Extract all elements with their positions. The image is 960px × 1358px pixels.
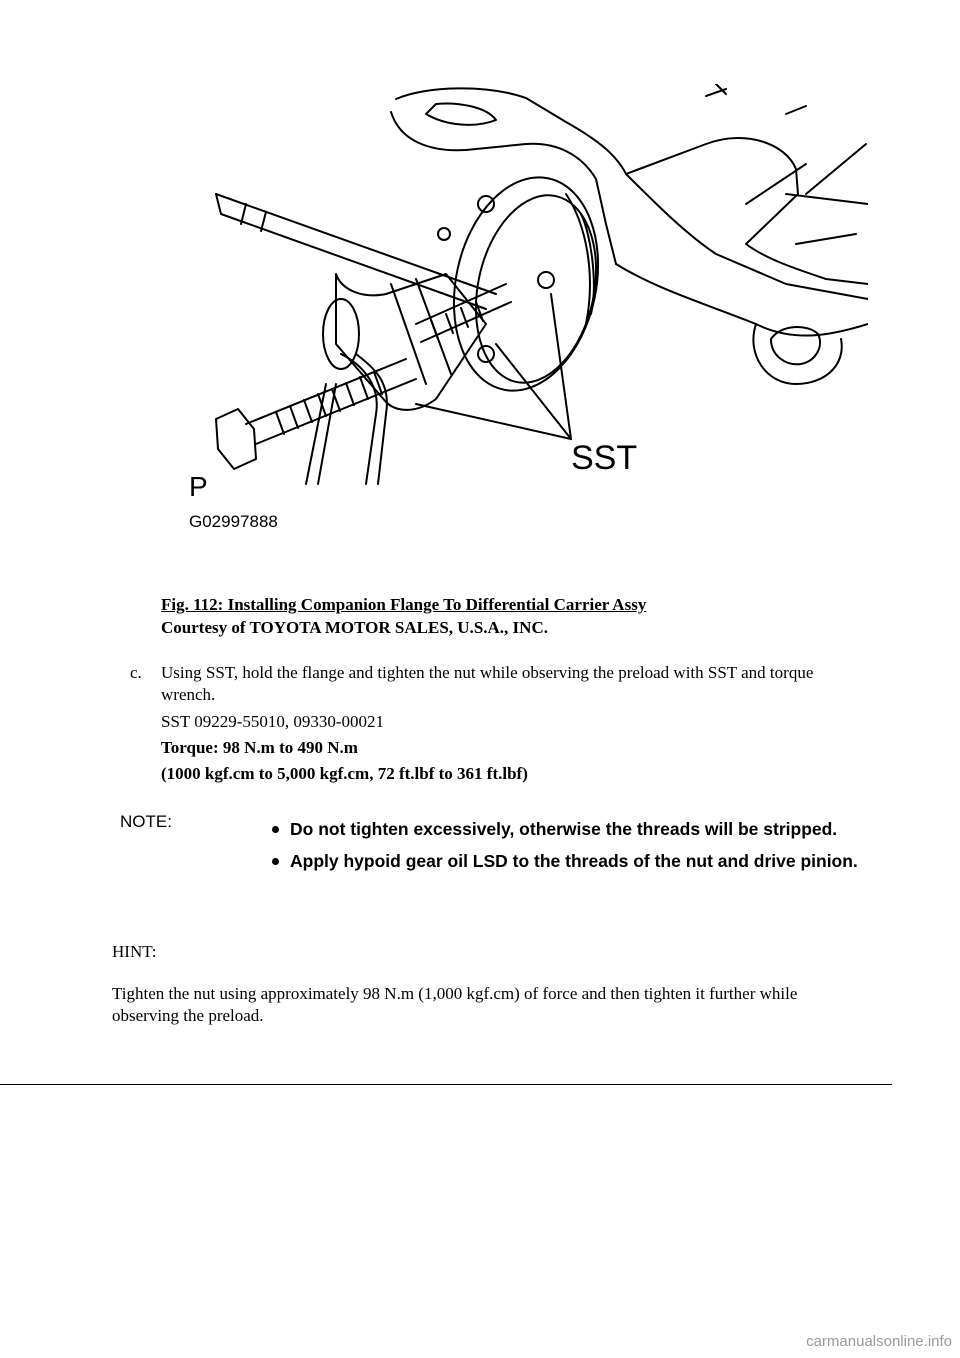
figure-title[interactable]: Fig. 112: Installing Companion Flange To Differential Carrier Assy xyxy=(161,595,647,614)
figure-code: G02997888 xyxy=(189,512,278,531)
sst-callout: SST xyxy=(571,439,638,477)
carrier-housing xyxy=(396,88,868,284)
torque-spec: Torque: 98 N.m to 490 N.m xyxy=(161,738,358,757)
hex-bolt-head xyxy=(216,409,256,469)
site-watermark: carmanualsonline.info xyxy=(806,1333,952,1350)
hint-text: Tighten the nut using approximately 98 N.m (1,000 kgf.cm) of force and then tighten it further while observing the preload. xyxy=(112,984,798,1025)
corner-label: P xyxy=(189,471,208,502)
step-text: Using SST, hold the flange and tighten the nut while observing the preload with SST and torque wrench. xyxy=(161,663,814,704)
note-item xyxy=(270,850,870,872)
figure-courtesy: Courtesy of TOYOTA MOTOR SALES, U.S.A., INC. xyxy=(161,618,548,637)
note-item xyxy=(270,818,870,840)
hint-label: HINT: xyxy=(112,942,157,961)
note-item-text: Do not tighten excessively, otherwise the threads will be stripped. xyxy=(290,819,838,839)
figure-illustration xyxy=(186,84,868,550)
bullet-icon xyxy=(272,858,279,865)
companion-flange-diagram xyxy=(186,84,868,550)
threaded-bolt xyxy=(246,359,416,444)
bullet-icon xyxy=(272,826,279,833)
horizontal-divider xyxy=(0,1084,892,1085)
sst-numbers: SST 09229-55010, 09330-00021 xyxy=(161,712,385,731)
note-label: NOTE: xyxy=(120,812,172,831)
step-marker: c. xyxy=(130,663,142,682)
note-list xyxy=(270,818,870,882)
note-item-text: Apply hypoid gear oil LSD to the threads of the nut and drive pinion. xyxy=(290,851,858,871)
torque-spec-alternate: (1000 kgf.cm to 5,000 kgf.cm, 72 ft.lbf to 361 ft.lbf) xyxy=(161,764,528,783)
